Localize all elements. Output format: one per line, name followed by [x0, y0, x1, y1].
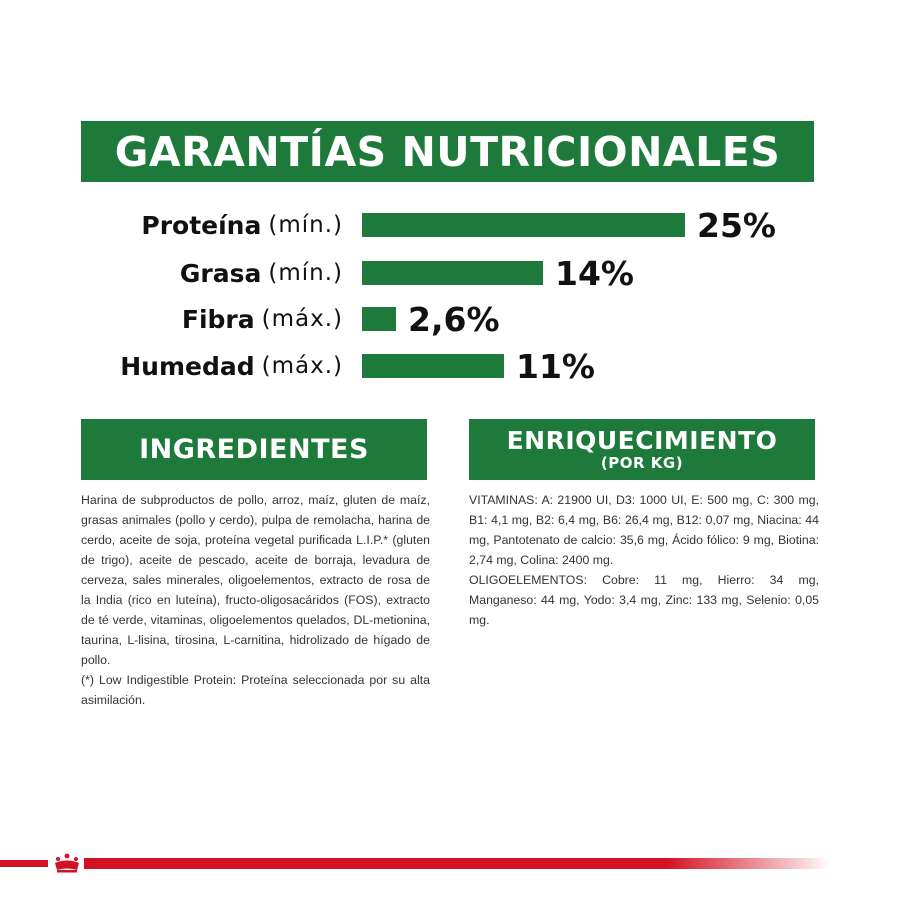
- nutrient-bar: [362, 354, 504, 378]
- nutrient-row-protein: [0, 205, 900, 245]
- nutrient-bar: [362, 307, 396, 331]
- nutrient-label: [182, 299, 343, 339]
- nutrient-row-fiber: [0, 299, 900, 339]
- enrichment-title: [469, 419, 815, 480]
- nutrient-row-moisture: [0, 346, 900, 386]
- ingredients-text: [81, 490, 430, 710]
- nutrient-label: [120, 346, 343, 386]
- nutrient-value: 11%: [516, 346, 595, 386]
- nutrient-bar: [362, 261, 543, 285]
- nutrient-row-fat: [0, 253, 900, 293]
- enrichment-text: [469, 490, 819, 630]
- nutritional-guarantees-title: GARANTÍAS NUTRICIONALES: [81, 121, 814, 182]
- ingredients-list: Harina de subproductos de pollo, arroz, maíz, gluten de maíz, grasas animales (pollo y cerdo), pulpa de remolacha, harina de cerdo, aceite de soja, proteína vegetal purificada L.I.P.* (gluten de trigo), aceite de pescado, aceite de borraja, levadura de cerveza, sales minerales, oligoelementos, extracto de rosa de la India (rico en luteína), fructo-oligosacáridos (FOS), extracto de té verde, vitaminas, oligoelementos quelados, DL-metionina, taurina, L-lisina, tirosina, L-carnitina, hidrolizado de hígado de pollo.: [81, 493, 430, 667]
- footer-line-left: [0, 860, 48, 867]
- crown-icon: [52, 852, 82, 874]
- enrichment-heading: ENRIQUECIMIENTO: [506, 426, 778, 455]
- footer-line: [84, 858, 830, 869]
- nutrient-qualifier: (mín.): [268, 260, 343, 286]
- nutrient-qualifier: (mín.): [268, 212, 343, 238]
- ingredients-title: INGREDIENTES: [81, 419, 427, 480]
- nutrient-name: Humedad: [120, 351, 255, 381]
- vitamins-text: VITAMINAS: A: 21900 UI, D3: 1000 UI, E: 500 mg, C: 300 mg, B1: 4,1 mg, B2: 6,4 mg, B6: 26,4 mg, B12: 0,07 mg, Niacina: 44 mg, Pantotenato de calcio: 35,6 mg, Ácido fólico: 9 mg, Biotina: 2,74 mg, Colina: 2400 mg.: [469, 493, 819, 567]
- nutrient-name: Proteína: [141, 210, 262, 240]
- nutrient-value: 2,6%: [408, 299, 500, 339]
- nutrient-value: 25%: [697, 205, 776, 245]
- nutrient-bar: [362, 213, 685, 237]
- ingredients-footnote: (*) Low Indigestible Protein: Proteína seleccionada por su alta asimilación.: [81, 673, 430, 707]
- nutrient-name: Grasa: [179, 258, 262, 288]
- nutrient-label: [180, 253, 343, 293]
- nutrient-qualifier: (máx.): [261, 306, 343, 332]
- trace-elements-text: OLIGOELEMENTOS: Cobre: 11 mg, Hierro: 34 mg, Manganeso: 44 mg, Yodo: 3,4 mg, Zinc: 133 mg, Selenio: 0,05 mg.: [469, 573, 819, 627]
- nutrient-value: 14%: [555, 253, 634, 293]
- nutrient-name: Fibra: [181, 304, 255, 334]
- nutrient-label: [141, 205, 343, 245]
- enrichment-subheading: (POR KG): [600, 454, 684, 472]
- nutrient-qualifier: (máx.): [261, 353, 343, 379]
